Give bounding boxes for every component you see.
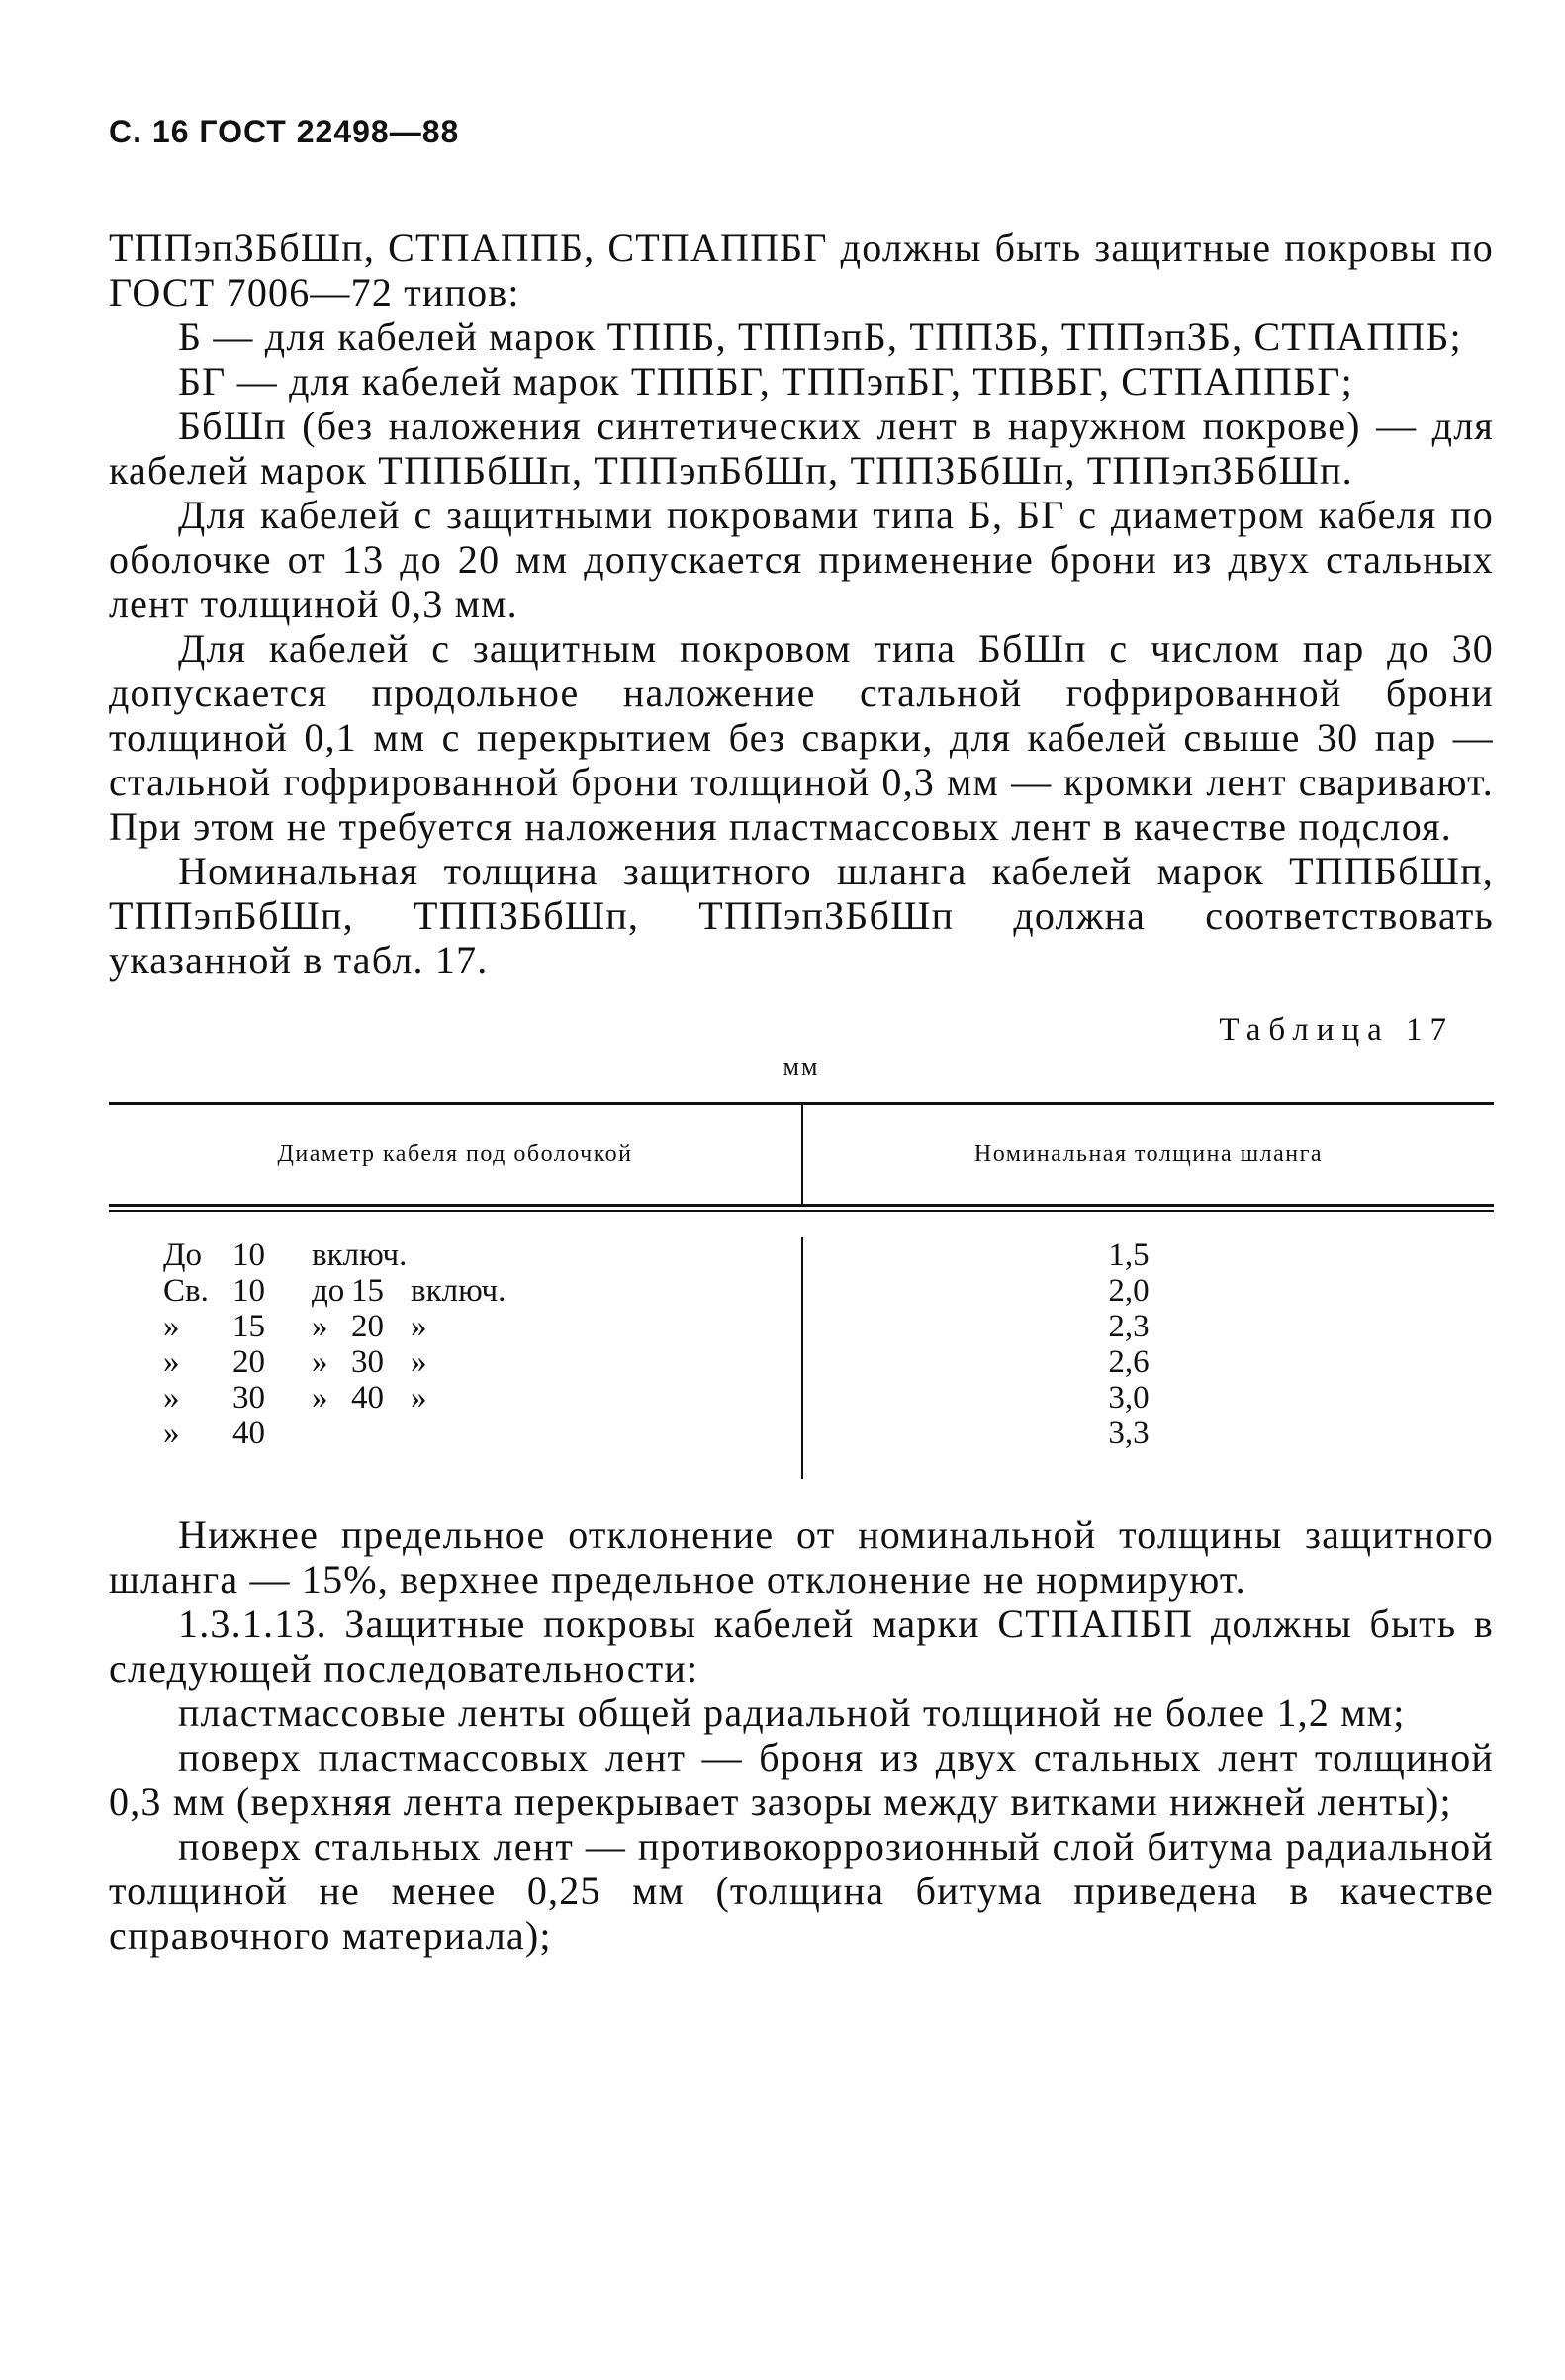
table-row (109, 1309, 801, 1344)
table-row (109, 1344, 801, 1380)
table-body (109, 1212, 1494, 1479)
paragraph: Номинальная толщина защитного шланга кабелей марок ТППБбШп, ТППэпБбШп, ТППЗБбШп, ТППэпЗБбШп должна соответствовать указанной в табл. 17. (109, 849, 1494, 982)
thickness-column (803, 1237, 1494, 1479)
paragraph: Нижнее предельное отклонение от номинальной толщины защитного шланга — 15%, верхнее предельное отклонение не нормируют. (109, 1512, 1494, 1602)
cell-prefix: » (163, 1380, 180, 1416)
thickness-value: 2,3 (1108, 1309, 1150, 1344)
paragraph: пластмассовые ленты общей радиальной толщиной не более 1,2 мм; (178, 1691, 1406, 1735)
cell-word: включ. (312, 1237, 408, 1273)
cell-suffix: » (411, 1380, 427, 1416)
paragraph: 1.3.1.13. Защитные покровы кабелей марки СТПАПБП должны быть в следующей последовательности: (109, 1602, 1494, 1691)
cell-suffix: » (411, 1309, 427, 1344)
cell-to: 30 (351, 1344, 384, 1380)
cell-prefix: » (163, 1416, 180, 1451)
cell-word: » (312, 1344, 328, 1380)
cell-from: 40 (232, 1416, 265, 1451)
paragraph: ТППэпЗБбШп, СТПАППБ, СТПАППБГ должны быть защитные покровы по ГОСТ 7006—72 типов: (109, 226, 1494, 315)
body-text-before (109, 226, 1494, 982)
cell-to: 20 (351, 1309, 384, 1344)
paragraph: Для кабелей с защитным покровом типа БбШп с числом пар до 30 допускается продольное наложение стальной гофрированной брони толщиной 0,1 мм с перекрытием без сварки, для кабелей свыше 30 пар — стальной гофрированной брони толщиной 0,3 мм — кромки лент сваривают. При этом не требуется наложения пластмассовых лент в качестве подслоя. (109, 626, 1494, 849)
body-text-after (109, 1512, 1494, 1958)
diameter-column (109, 1237, 803, 1479)
cell-from: 30 (232, 1380, 265, 1416)
table-row (109, 1416, 801, 1451)
col-header-diameter: Диаметр кабеля под оболочкой (109, 1105, 803, 1204)
table-caption: Таблица 17 (1219, 1012, 1454, 1048)
paragraph: БбШп (без наложения синтетических лент в наружном покрове) — для кабелей марок ТППБбШп, ТППэпБбШп, ТППЗБбШп, ТППэпЗБбШп. (109, 404, 1494, 493)
thickness-value: 2,0 (1108, 1273, 1150, 1309)
cell-to: 15 (351, 1273, 384, 1309)
cell-word: » (312, 1380, 328, 1416)
thickness-value: 1,5 (1108, 1237, 1150, 1273)
cell-from: 10 (232, 1273, 265, 1309)
cell-suffix: » (411, 1344, 427, 1380)
table-row (109, 1237, 801, 1273)
page-header: С. 16 ГОСТ 22498—88 (109, 114, 460, 149)
cell-prefix: » (163, 1344, 180, 1380)
cell-prefix: » (163, 1309, 180, 1344)
table-row (109, 1380, 801, 1416)
cell-word: » (312, 1309, 328, 1344)
paragraph: БГ — для кабелей марок ТППБГ, ТППэпБГ, ТПВБГ, СТПАППБГ; (178, 359, 1353, 404)
cell-prefix: До (163, 1237, 203, 1273)
thickness-value: 3,3 (1108, 1416, 1150, 1451)
table-units: мм (782, 1053, 820, 1081)
thickness-table (109, 1102, 1494, 1479)
cell-from: 20 (232, 1344, 265, 1380)
cell-from: 15 (232, 1309, 265, 1344)
thickness-value: 3,0 (1108, 1380, 1150, 1416)
thickness-value: 2,6 (1108, 1344, 1150, 1380)
cell-to: 40 (351, 1380, 384, 1416)
col-header-thickness: Номинальная толщина шланга (973, 1141, 1324, 1167)
table-header-row (109, 1105, 1494, 1204)
cell-from: 10 (232, 1237, 265, 1273)
cell-suffix: включ. (411, 1273, 506, 1309)
paragraph: поверх пластмассовых лент — броня из двух стальных лент толщиной 0,3 мм (верхняя лента перекрывает зазоры между витками нижней ленты); (109, 1735, 1494, 1824)
document-page (109, 114, 1494, 1958)
table-header-rule (109, 1204, 1494, 1212)
paragraph: Б — для кабелей марок ТППБ, ТППэпБ, ТППЗБ, ТППэпЗБ, СТПАППБ; (178, 315, 1462, 359)
paragraph: Для кабелей с защитными покровами типа Б, БГ с диаметром кабеля по оболочке от 13 до 20 мм допускается применение брони из двух стальных лент толщиной 0,3 мм. (109, 493, 1494, 626)
cell-prefix: Св. (163, 1273, 209, 1309)
paragraph: поверх стальных лент — противокоррозионный слой битума радиальной толщиной не менее 0,25 мм (толщина битума приведена в качестве справочного материала); (109, 1824, 1494, 1958)
cell-word: до (312, 1273, 345, 1309)
table-row (109, 1273, 801, 1309)
